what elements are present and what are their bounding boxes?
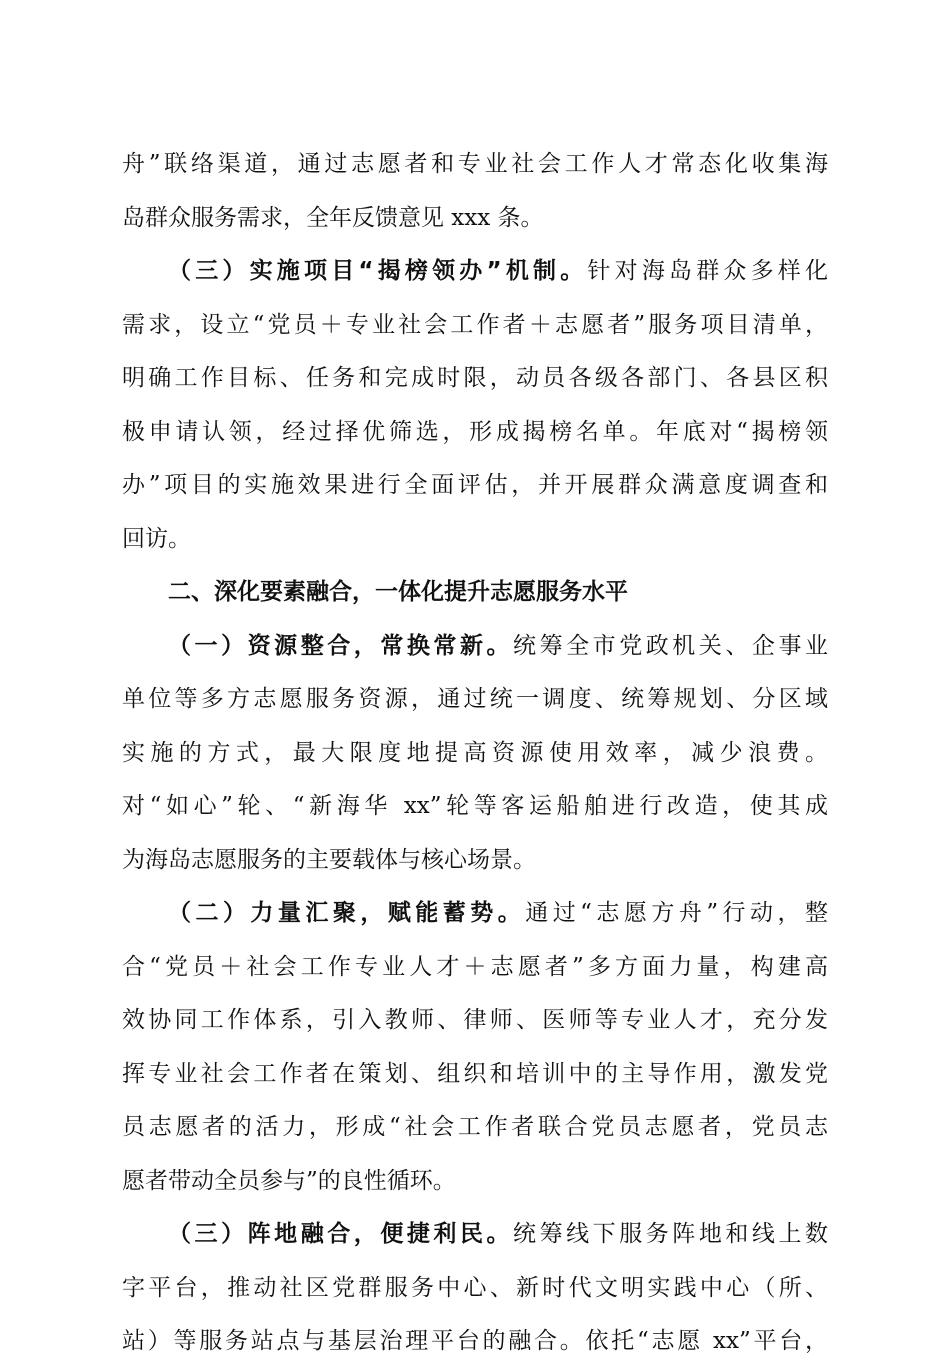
s1-item3-line-4: 极申请认领，经过择优筛选，形成揭榜名单。年底对“揭榜领 xyxy=(122,418,828,445)
s1-item3-line-3: 明确工作目标、任务和完成时限，动员各级各部门、各县区积 xyxy=(122,365,828,391)
s1-item3-line-6: 回访。 xyxy=(122,525,191,552)
s2-item3-line-3: 站）等服务站点与基层治理平台的融合。依托“志愿 xx”平台， xyxy=(122,1328,828,1354)
s2-item1-title: （一）资源整合，常换常新。 xyxy=(168,632,514,659)
s1-item3-line-2: 需求，设立“党员＋专业社会工作者＋志愿者”服务项目清单， xyxy=(122,311,828,338)
s2-item1-line-2: 单位等多方志愿服务资源，通过统一调度、统筹规划、分区域 xyxy=(122,686,828,712)
s2-item2-line-5: 员志愿者的活力，形成“社会工作者联合党员志愿者，党员志 xyxy=(122,1114,828,1140)
s2-item2-line-1 xyxy=(122,887,828,941)
s2-item3-line-1 xyxy=(122,1208,828,1262)
intro-line-1: 舟”联络渠道，通过志愿者和专业社会工作人才常态化收集海 xyxy=(122,151,828,177)
s2-item3-line-1-text: 统筹线下服务阵地和线上数 xyxy=(513,1221,828,1247)
s2-item2-line-6: 愿者带动全员参与”的良性循环。 xyxy=(122,1167,456,1194)
s2-item2-line-1-text: 通过“志愿方舟”行动，整 xyxy=(525,900,828,926)
s1-item3-line-1-text: 针对海岛群众多样化 xyxy=(587,258,828,284)
document-body xyxy=(122,138,828,1369)
s2-item1-line-3: 实施的方式，最大限度地提高资源使用效率，减少浪费。 xyxy=(122,739,828,766)
s2-item2-line-4: 挥专业社会工作者在策划、组织和培训中的主导作用，激发党 xyxy=(122,1060,828,1087)
s1-item3-line-1 xyxy=(122,245,828,299)
s2-item1-line-1 xyxy=(122,620,828,674)
s2-item3-title: （三）阵地融合，便捷利民。 xyxy=(168,1221,514,1247)
s2-item2-title: （二）力量汇聚，赋能蓄势。 xyxy=(168,900,526,926)
intro-line-2: 岛群众服务需求，全年反馈意见 xxx 条。 xyxy=(122,204,544,231)
s2-item2-line-2: 合“党员＋社会工作专业人才＋志愿者”多方面力量，构建高 xyxy=(122,953,828,980)
s2-item3-line-2: 字平台，推动社区党群服务中心、新时代文明实践中心（所、 xyxy=(122,1274,828,1301)
s1-item3-title: （三）实施项目“揭榜领办”机制。 xyxy=(168,258,588,284)
s2-item2-line-3: 效协同工作体系，引入教师、律师、医师等专业人才，充分发 xyxy=(122,1007,828,1033)
s2-item1-line-1-text: 统筹全市党政机关、企事业 xyxy=(513,632,828,659)
s2-item1-line-5: 为海岛志愿服务的主要载体与核心场景。 xyxy=(122,846,536,873)
section2-heading: 二、深化要素融合，一体化提升志愿服务水平 xyxy=(168,579,628,605)
s1-item3-line-5: 办”项目的实施效果进行全面评估，并开展群众满意度调查和 xyxy=(122,472,828,498)
s2-item1-line-4: 对“如心”轮、“新海华 xx”轮等客运船舶进行改造，使其成 xyxy=(122,793,828,819)
